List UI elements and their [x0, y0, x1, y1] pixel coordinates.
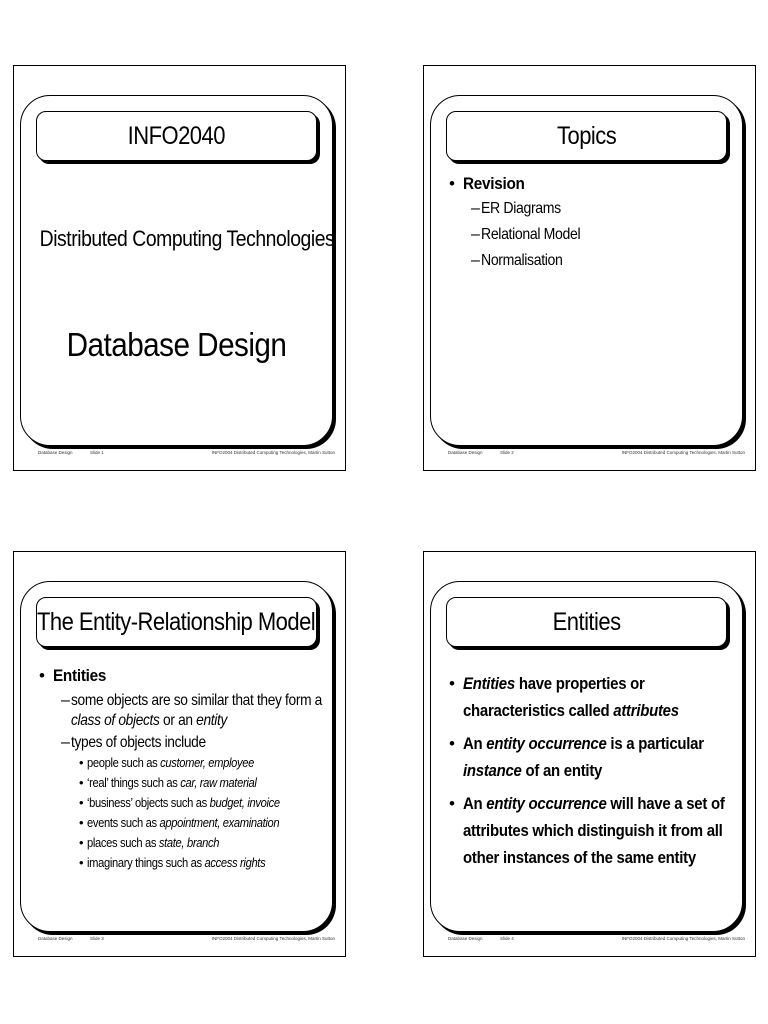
title-box [446, 597, 727, 647]
slide-footer [448, 936, 745, 944]
slide-title: Entities [552, 607, 621, 636]
footer-right: INFO2004 Distributed Computing Technologies, Martin Sutton [621, 450, 745, 455]
footer-right: INFO2004 Distributed Computing Technologies, Martin Sutton [621, 936, 745, 941]
footer-left: Database Design [38, 936, 73, 941]
slide-4 [423, 551, 756, 957]
list-item: • imaginary things such as access rights [79, 855, 266, 870]
list-item: • ‘business’ objects such as budget, invoice [79, 795, 280, 810]
slide-content [37, 666, 322, 873]
slide-frame [430, 95, 743, 446]
footer-slide-number: Slide 4 [500, 936, 514, 941]
bullet: • An entity occurrence will have a set of attributes which distinguish it from all other instances of the same entity [449, 794, 725, 867]
slide-frame [430, 581, 743, 932]
slide-footer [38, 936, 335, 944]
footer-slide-number: Slide 2 [500, 450, 514, 455]
bullet: • An entity occurrence is a particular instance of an entity [449, 734, 704, 780]
slide-title: INFO2040 [127, 121, 226, 150]
footer-left: Database Design [38, 450, 73, 455]
slide-2 [423, 65, 756, 471]
sub-bullet: – Normalisation [471, 252, 563, 269]
slide-title: The Entity-Relationship Model [37, 607, 316, 636]
course-name: Distributed Computing Technologies [39, 226, 335, 251]
slide-1 [13, 65, 346, 471]
footer-left: Database Design [448, 450, 483, 455]
bullet: • Entities have properties or characteristics called attributes [449, 674, 679, 720]
list-item: • places such as state, branch [79, 835, 220, 850]
sub-bullet-continuation: class of objects or an entity [71, 712, 227, 729]
slide-frame [20, 581, 333, 932]
title-box [36, 111, 317, 161]
slide-content [447, 670, 732, 877]
bullet: • Revision [449, 174, 525, 193]
list-item: • ‘real’ things such as car, raw material [79, 775, 257, 790]
slide-content [447, 174, 732, 278]
sub-bullet: – types of objects include [61, 734, 206, 751]
slide-footer [38, 450, 335, 458]
sub-bullet: – Relational Model [471, 226, 581, 243]
footer-right: INFO2004 Distributed Computing Technologies, Martin Sutton [211, 450, 335, 455]
list-item: • events such as appointment, examination [79, 815, 280, 830]
footer-slide-number: Slide 3 [90, 936, 104, 941]
lecture-title: Database Design [66, 326, 287, 363]
bullet: • Entities [39, 666, 107, 685]
list-item: • people such as customer, employee [79, 755, 255, 770]
sub-bullet: – some objects are so similar that they form a [61, 692, 322, 709]
footer-left: Database Design [448, 936, 483, 941]
slide-frame [20, 95, 333, 446]
sub-bullet: – ER Diagrams [471, 200, 561, 217]
slide-footer [448, 450, 745, 458]
title-box [36, 597, 317, 647]
slide-3 [13, 551, 346, 957]
title-box [446, 111, 727, 161]
footer-right: INFO2004 Distributed Computing Technologies, Martin Sutton [211, 936, 335, 941]
footer-slide-number: Slide 1 [90, 450, 104, 455]
slide-title: Topics [556, 121, 617, 150]
